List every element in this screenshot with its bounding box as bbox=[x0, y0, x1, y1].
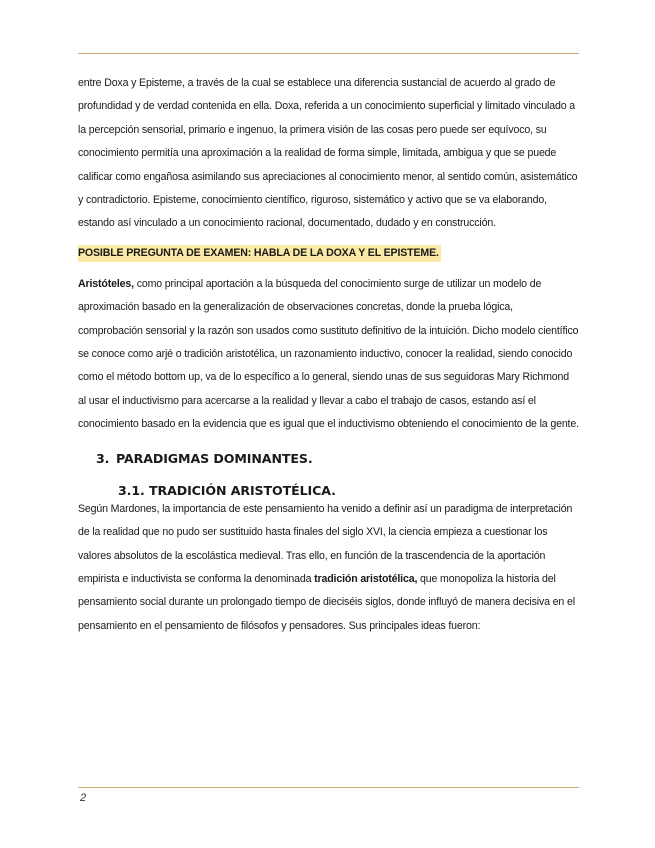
tradicion-bold: tradición aristotélica, bbox=[314, 572, 418, 585]
section-number: 3. bbox=[96, 450, 110, 466]
aristoteles-text: como principal aportación a la búsqueda del conocimiento surge de utilizar un modelo de aproximación basado en la generalización de observaciones concretas, donde la prueba lógica, comprobación sensorial y la razón son usados como sustituto definitivo de la intuición. Dicho modelo científico se conoce como arjé o tradición aristotélica, un razonamiento inductivo, conocer la realidad, siendo conocido como el método bottom up, va de lo específico a lo general, siendo unas de sus seguidoras Mary Richmond al usar el inductivismo para acercarse a la realidad y llevar a cabo el trabajo de casos, estando así el conocimiento basado en la evidencia que es igual que el inductivismo obteniendo el conocimiento de la gente. bbox=[78, 277, 579, 431]
exam-note-wrapper bbox=[78, 243, 579, 265]
mardones-text-before: Según Mardones, la importancia de este pensamiento ha venido a definir así un paradigma de interpretación de la realidad que no pudo ser sustituido hasta finales del siglo XVI, la ciencia empieza a cuestionar los valores absolutos de la escolástica medieval. Tras ello, en función de la trascendencia de la aportación empirista e inductivista se conforma la denominada bbox=[78, 502, 573, 585]
paragraph-doxa-episteme: entre Doxa y Episteme, a través de la cual se establece una diferencia sustancial de acuerdo al grado de profundidad y de verdad contenida en ella. Doxa, referida a un conocimiento superficial y limitado vinculado a la percepción sensorial, primario e ingenuo, la primera visión de las cosas pero puede ser equívoco, su conocimiento permitía una aproximación a la realidad de forma simple, limitada, ambigua y que se puede calificar como engañosa asimilando sus apreciaciones al conocimiento menor, al sentido común, asistemático y contradictorio. Episteme, conocimiento científico, riguroso, sistemático y activo que se va elaborando, estando así vinculado a un conocimiento racional, documentado, dudado y en construcción. bbox=[78, 77, 578, 230]
subsection-heading-tradicion: 3.1. TRADICIÓN ARISTOTÉLICA. bbox=[118, 482, 336, 498]
footer-rule bbox=[78, 787, 579, 788]
paragraph-mardones bbox=[78, 498, 579, 638]
aristoteles-bold: Aristóteles, bbox=[78, 277, 134, 290]
page-content bbox=[78, 72, 579, 638]
section-title: PARADIGMAS DOMINANTES. bbox=[116, 450, 313, 466]
page-number: 2 bbox=[80, 792, 87, 804]
exam-note-highlight: POSIBLE PREGUNTA DE EXAMEN: HABLA DE LA DOXA Y EL EPISTEME. bbox=[78, 245, 441, 262]
paragraph-aristoteles bbox=[78, 273, 579, 437]
mardones-text-after: que monopoliza la historia del pensamiento social durante un prolongado tiempo de dieciséis siglos, donde influyó de manera decisiva en el pensamiento en el pensamiento de filósofos y pensadores. Sus principales ideas fueron: bbox=[78, 572, 575, 632]
header-rule bbox=[78, 53, 579, 54]
section-heading-paradigmas bbox=[96, 451, 579, 466]
